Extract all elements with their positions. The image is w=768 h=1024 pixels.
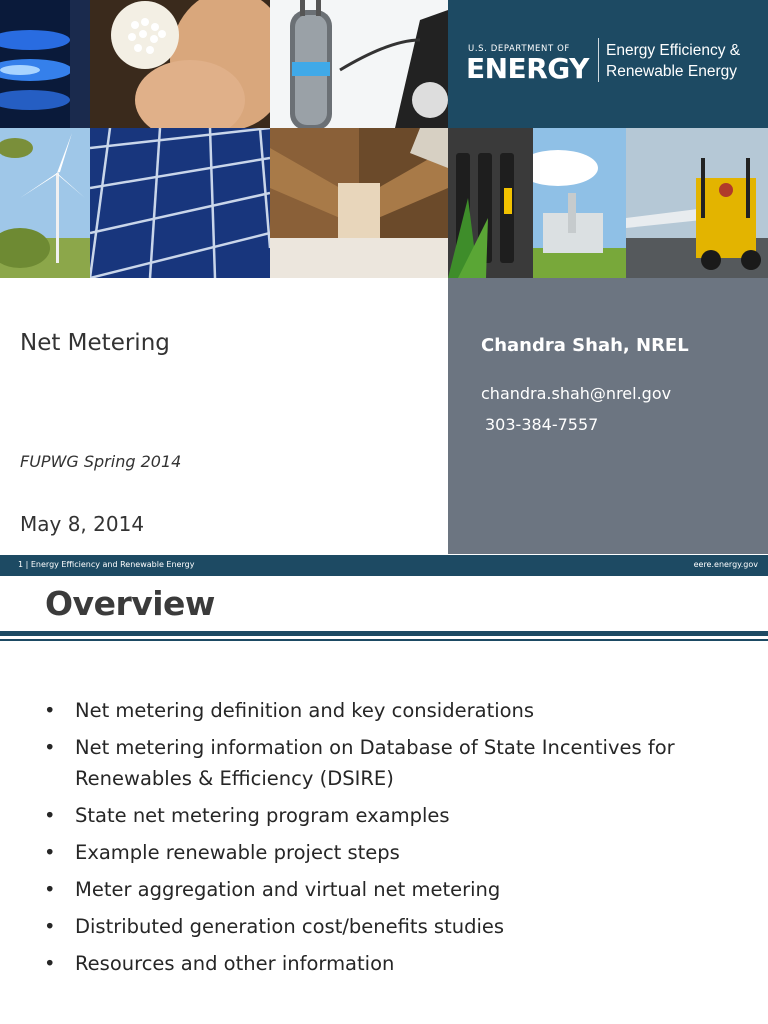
bullet-text: Resources and other information xyxy=(75,952,395,975)
office-line-2: Renewable Energy xyxy=(606,63,737,80)
title-rule-thick xyxy=(0,631,768,636)
overview-title: Overview xyxy=(45,584,215,623)
electric-car-plug-photo xyxy=(270,0,448,128)
presenter-contact-panel xyxy=(448,278,768,554)
footer-page-label: 1 | Energy Efficiency and Renewable Energy xyxy=(18,560,195,569)
presentation-title: Net Metering xyxy=(20,330,170,356)
list-item xyxy=(44,948,744,979)
gas-flame-photo xyxy=(0,0,90,128)
doe-department-label: U.S. DEPARTMENT OF xyxy=(468,44,570,54)
bullet-icon: • xyxy=(44,915,56,938)
list-item xyxy=(44,800,744,831)
overview-bullet-list xyxy=(44,695,744,985)
list-item xyxy=(44,732,744,794)
bullet-icon: • xyxy=(44,804,56,827)
list-item xyxy=(44,874,744,905)
logo-divider xyxy=(598,38,599,82)
wind-turbine-photo xyxy=(0,128,90,278)
list-item xyxy=(44,837,744,868)
bullet-icon: • xyxy=(44,699,56,722)
title-rule-thin xyxy=(0,639,768,641)
bullet-text: Meter aggregation and virtual net metering xyxy=(75,878,501,901)
bullet-icon: • xyxy=(44,736,56,759)
bullet-text: State net metering program examples xyxy=(75,804,450,827)
title-block xyxy=(0,278,448,554)
presenter-phone: 303-384-7557 xyxy=(485,415,599,434)
biofuel-powerplant-photo xyxy=(448,128,626,278)
attic-insulation-photo xyxy=(270,128,448,278)
presenter-email: chandra.shah@nrel.gov xyxy=(481,384,672,403)
event-name: FUPWG Spring 2014 xyxy=(20,452,182,471)
slide-footer xyxy=(0,555,768,576)
led-bulb-photo xyxy=(90,0,270,128)
presenter-name: Chandra Shah, NREL xyxy=(481,335,689,356)
overview-slide xyxy=(0,576,768,1024)
list-item xyxy=(44,911,744,942)
list-item xyxy=(44,695,744,726)
presentation-date: May 8, 2014 xyxy=(20,512,145,536)
bullet-text: Net metering information on Database of State Incentives for Renewables & Efficiency (DSIRE) xyxy=(75,736,675,790)
bullet-icon: • xyxy=(44,841,56,864)
bullet-text: Distributed generation cost/benefits studies xyxy=(75,915,505,938)
bullet-text: Example renewable project steps xyxy=(75,841,400,864)
bullet-text: Net metering definition and key considerations xyxy=(75,699,535,722)
footer-website: eere.energy.gov xyxy=(693,560,758,569)
bullet-icon: • xyxy=(44,878,56,901)
doe-logo-panel xyxy=(448,0,768,128)
forklift-airplane-photo xyxy=(626,128,768,278)
solar-panels-photo xyxy=(90,128,270,278)
office-line-1: Energy Efficiency & xyxy=(606,42,741,59)
doe-energy-wordmark: ENERGY xyxy=(466,52,589,85)
bullet-icon: • xyxy=(44,952,56,975)
eere-office-name xyxy=(606,40,740,82)
